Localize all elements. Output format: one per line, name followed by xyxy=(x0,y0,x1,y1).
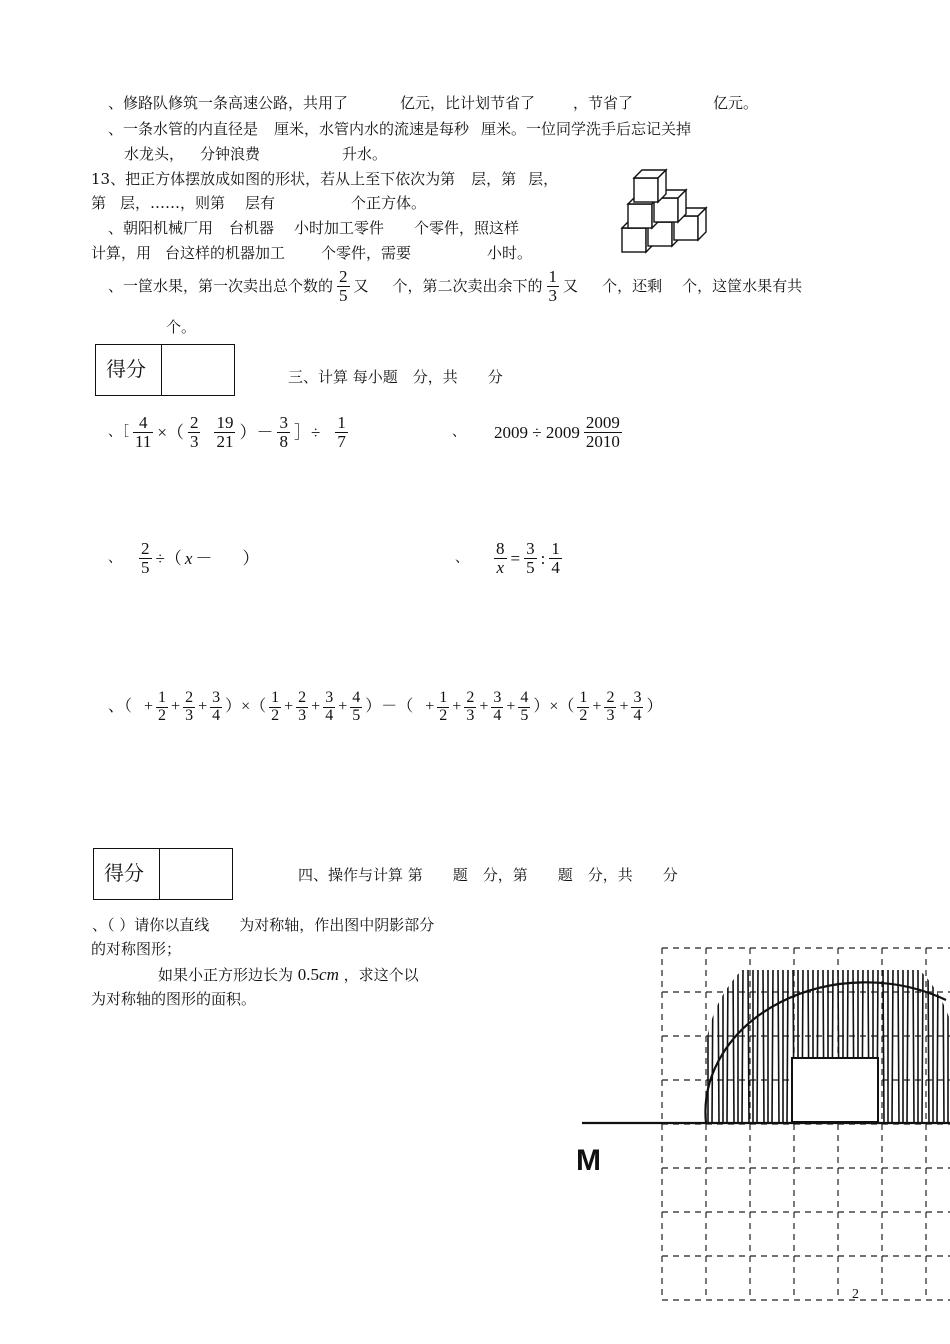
q14-line2: 计算，用 台这样的机器加工 个零件，需要 小时。 xyxy=(91,244,533,262)
section4-title: 四、操作与计算 第 题 分，第 题 分，共 分 xyxy=(298,866,678,884)
q1-line: 、修路队修筑一条高速公路，共用了 亿元，比计划节省了 ，节省了 亿元。 xyxy=(108,94,759,112)
calc-problem-3: 、 $\frac{2}{5}$ ÷（ x － ） xyxy=(108,539,260,577)
score-input[interactable] xyxy=(160,849,232,899)
q2-line1: 、一条水管的内直径是 厘米，水管内水的流速是每秒 厘米。一位同学洗手后忘记关掉 xyxy=(108,120,692,138)
calc-problem-1: 、［ $\frac{4}{11}$ ×（ $\frac{2}{3}$ $\frac{19}{21}$ ）－ $\frac{3}{8}$ ］÷ $\frac{1}{7}$ xyxy=(108,413,346,451)
s4-q1-line2: 的对称图形； xyxy=(91,940,182,958)
score-input[interactable] xyxy=(162,345,234,395)
q15-line2: 个。 xyxy=(166,318,197,336)
score-label: 得分 xyxy=(96,345,162,395)
q15-line1: 、一筐水果，第一次卖出总个数的 $\frac{2}{5}$ 又 个，第二次卖出余下的 $\frac{1}{3}$ 又 个，还剩 个，这筐水果有共 xyxy=(108,267,803,305)
cube-stack-figure xyxy=(618,160,714,256)
axis-label-m: M xyxy=(576,1144,601,1177)
s4-q2-line2: 为对称轴的图形的面积。 xyxy=(91,990,257,1008)
q2-line2: 水龙头， 分钟浪费 升水。 xyxy=(124,145,388,163)
calc-problem-2: 、 2009 ÷ 2009 $\frac{2009}{2010}$ xyxy=(452,413,620,451)
score-box-section4 xyxy=(93,848,233,900)
s4-q2-line1: 如果小正方形边长为 0.5cm ，求这个以 xyxy=(158,965,419,984)
q13-line1: 13、把正方体摆放成如图的形状，若从上至下依次为第 层，第 层， xyxy=(91,170,559,188)
section3-title: 三、计算 每小题 分，共 分 xyxy=(288,368,503,386)
calc-problem-5: 、（ + $\frac{1}{2}$ + $\frac{2}{3}$ + $\frac{3}{4}$ ）×（ $\frac{1}{2}$ + $\frac{2}{3}$ + $\frac{3}{4}$ + $\frac{4}{5}$ ）－（ + $\frac{1}{2}$ + $\frac{2}{3}$ + $\frac{3}{4}$ + $\frac{4}{5}$ ）×（ $\frac{1}{2}$ + $\frac{2}{3}$ + $\frac{3}{4}$ ） xyxy=(108,689,663,724)
symmetry-grid-figure xyxy=(560,930,950,1310)
s4-q1-line1: 、（ ）请你以直线 为对称轴，作出图中阴影部分 xyxy=(92,916,435,934)
calc-problem-4: 、 $\frac{8}{x}$ = $\frac{3}{5}$ : $\frac{1}{4}$ xyxy=(455,539,560,577)
score-label: 得分 xyxy=(94,849,160,899)
q13-line2: 第 层，……，则第 层有 个正方体。 xyxy=(91,194,427,212)
q14-line1: 、朝阳机械厂用 台机器 小时加工零件 个零件，照这样 xyxy=(108,219,520,237)
page-number: 2 xyxy=(852,1287,859,1302)
score-box-section3 xyxy=(95,344,235,396)
inner-rectangle xyxy=(792,1058,878,1122)
